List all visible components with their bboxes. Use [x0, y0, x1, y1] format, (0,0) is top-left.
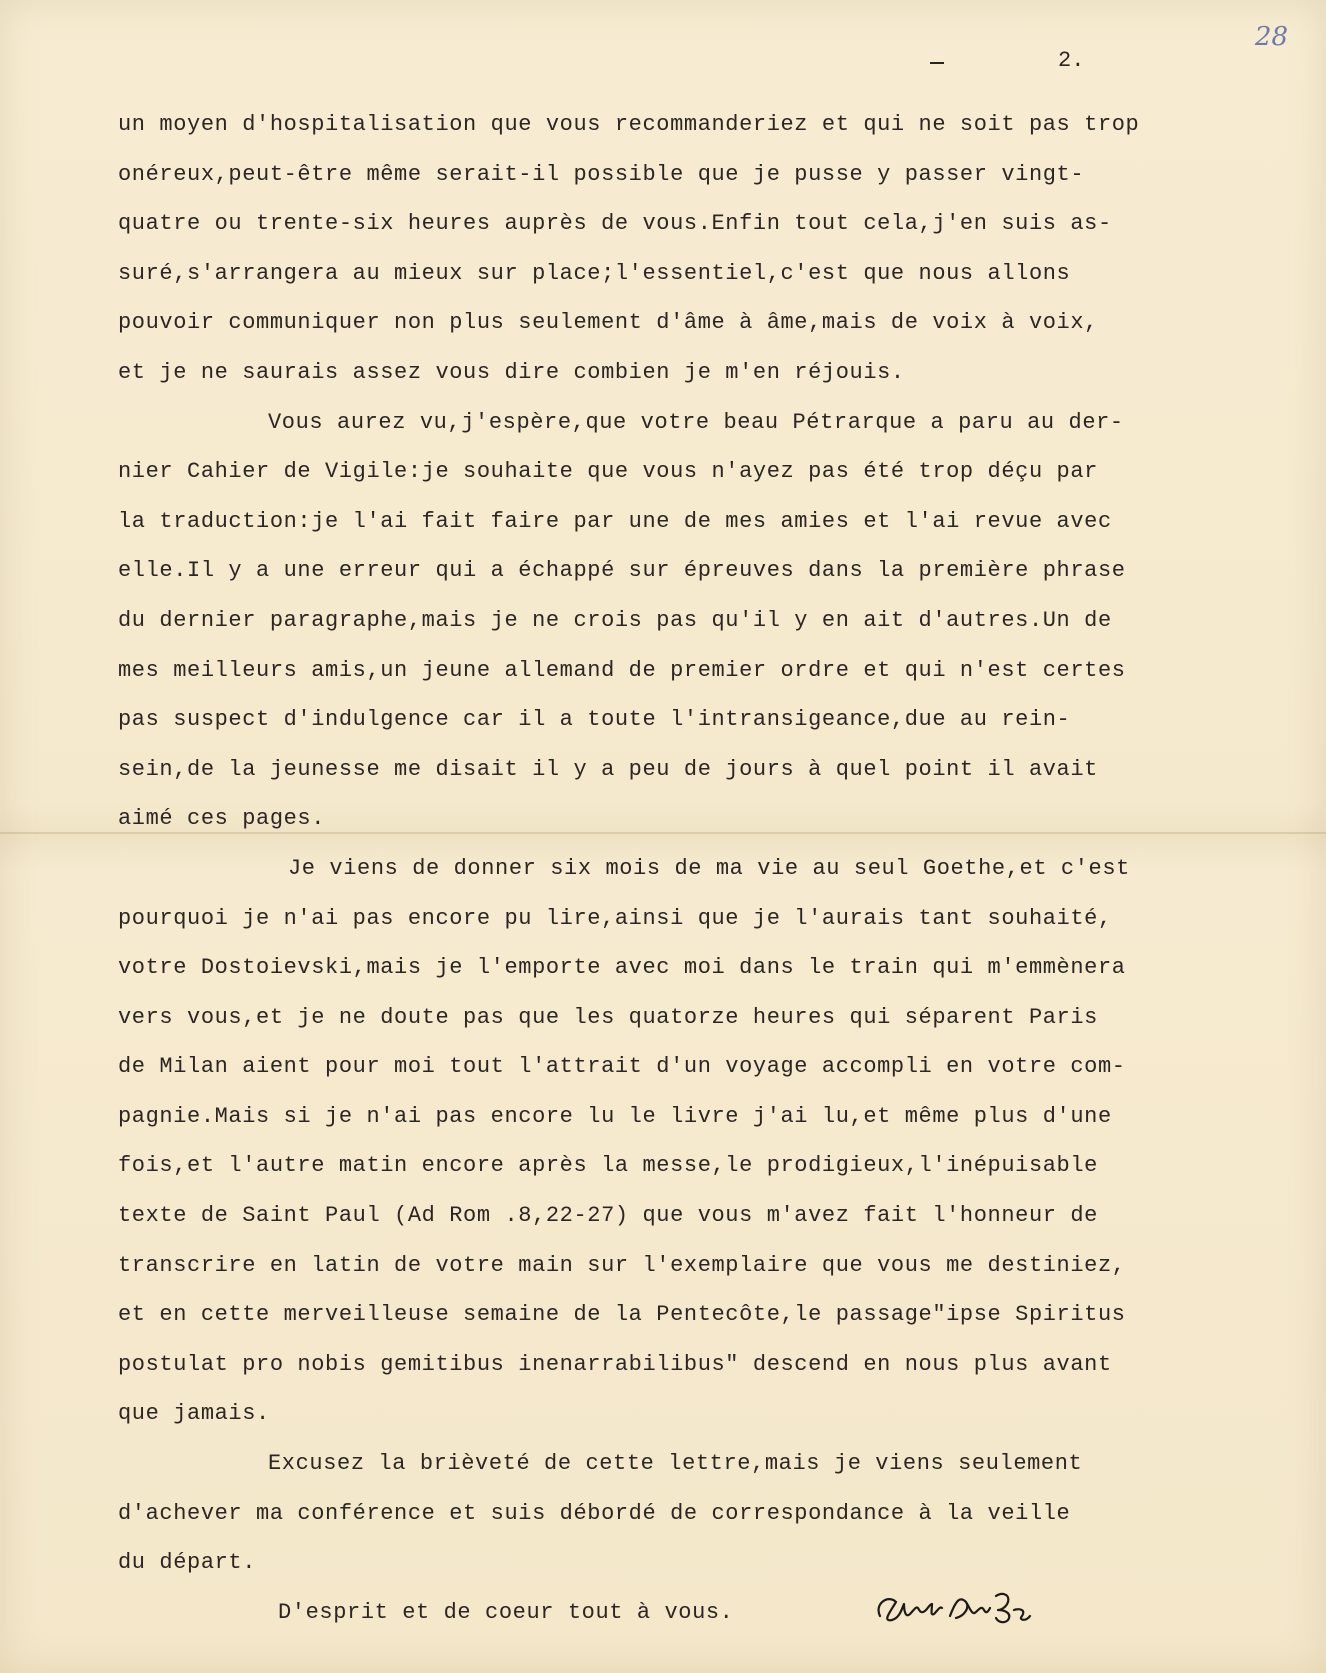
text-line: elle.Il y a une erreur qui a échappé sur épreuves dans la première phrase — [118, 558, 1126, 584]
text-line: onéreux,peut-être même serait-il possible que je pusse y passer vingt- — [118, 161, 1085, 187]
text-line: et en cette merveilleuse semaine de la Pentecôte,le passage"ipse Spiritus — [118, 1302, 1126, 1328]
text-line: d'achever ma conférence et suis débordé de correspondance à la veille — [118, 1500, 1071, 1526]
signature-icon — [870, 1582, 1040, 1630]
text-line: aimé ces pages. — [118, 806, 326, 832]
header-dash — [930, 62, 944, 64]
text-line: que jamais. — [118, 1401, 270, 1427]
text-line: sein,de la jeunesse me disait il y a peu de jours à quel point il avait — [118, 756, 1098, 782]
page-number: 2. — [1058, 48, 1085, 73]
text-line: vers vous,et je ne doute pas que les quatorze heures qui séparent Paris — [118, 1004, 1098, 1030]
text-line: nier Cahier de Vigile:je souhaite que vous n'ayez pas été trop déçu par — [118, 459, 1098, 485]
text-line: fois,et l'autre matin encore après la messe,le prodigieux,l'inépuisable — [118, 1153, 1098, 1179]
text-line: postulat pro nobis gemitibus inenarrabilibus" descend en nous plus avant — [118, 1351, 1112, 1377]
paragraph-start-line: Je viens de donner six mois de ma vie au seul Goethe,et c'est — [288, 855, 1130, 881]
paragraph-start-line: Excusez la brièveté de cette lettre,mais je viens seulement — [268, 1451, 1083, 1477]
text-line: quatre ou trente-six heures auprès de vous.Enfin tout cela,j'en suis as- — [118, 211, 1112, 237]
text-line: de Milan aient pour moi tout l'attrait d'un voyage accompli en votre com- — [118, 1054, 1126, 1080]
text-line: suré,s'arrangera au mieux sur place;l'essentiel,c'est que nous allons — [118, 260, 1071, 286]
text-line: du dernier paragraphe,mais je ne crois pas qu'il y en ait d'autres.Un de — [118, 607, 1112, 633]
text-line: du départ. — [118, 1550, 257, 1576]
text-line: texte de Saint Paul (Ad Rom .8,22-27) que vous m'avez fait l'honneur de — [118, 1203, 1098, 1229]
text-line: pagnie.Mais si je n'ai pas encore lu le livre j'ai lu,et même plus d'une — [118, 1103, 1112, 1129]
closing-line: D'esprit et de coeur tout à vous. — [278, 1599, 734, 1625]
letter-body — [118, 100, 1268, 1637]
text-line: et je ne saurais assez vous dire combien je m'en réjouis. — [118, 359, 905, 385]
text-line: mes meilleurs amis,un jeune allemand de premier ordre et qui n'est certes — [118, 657, 1126, 683]
text-line: un moyen d'hospitalisation que vous recommanderiez et qui ne soit pas trop — [118, 112, 1140, 137]
text-line: pourquoi je n'ai pas encore pu lire,ainsi que je l'aurais tant souhaité, — [118, 905, 1112, 931]
text-line: transcrire en latin de votre main sur l'exemplaire que vous me destiniez, — [118, 1252, 1126, 1278]
text-line: pas suspect d'indulgence car il a toute l'intransigeance,due au rein- — [118, 707, 1071, 733]
text-line: pouvoir communiquer non plus seulement d'âme à âme,mais de voix à voix, — [118, 310, 1098, 336]
text-line: la traduction:je l'ai fait faire par une de mes amies et l'ai revue avec — [118, 508, 1112, 534]
archive-number: 28 — [1254, 22, 1288, 52]
paragraph-start-line: Vous aurez vu,j'espère,que votre beau Pétrarque a paru au der- — [268, 409, 1124, 435]
text-line: votre Dostoievski,mais je l'emporte avec moi dans le train qui m'emmènera — [118, 955, 1126, 981]
